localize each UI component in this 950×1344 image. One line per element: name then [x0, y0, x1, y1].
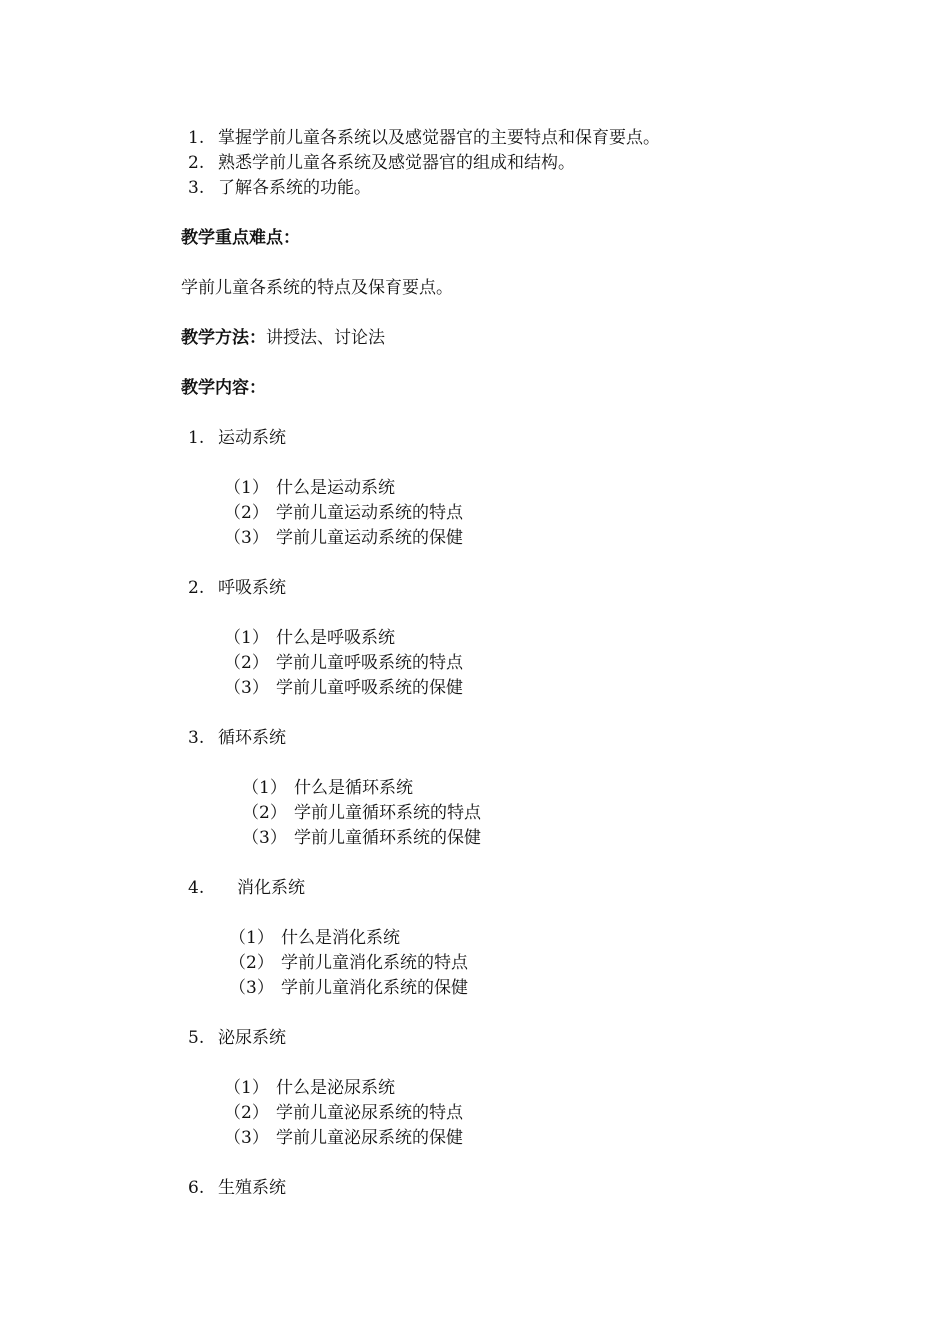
subsection-item [224, 626, 395, 650]
subsection-text: 学前儿童呼吸系统的保健 [276, 678, 463, 698]
section-title-text: 循环系统 [218, 728, 286, 748]
section-title [188, 1026, 286, 1050]
subsection-text: 学前儿童泌尿系统的保健 [276, 1128, 463, 1148]
subsection-number: （3） [242, 828, 287, 848]
goal-number: 3. [188, 178, 205, 198]
subsection-item [224, 1076, 395, 1100]
subsection-item [224, 526, 463, 550]
subsection-text: 学前儿童运动系统的特点 [276, 503, 463, 523]
subsection-item [224, 1126, 463, 1150]
subsection-text: 学前儿童呼吸系统的特点 [276, 653, 463, 673]
goal-text: 了解各系统的功能。 [218, 178, 371, 198]
subsection-item [242, 801, 481, 825]
subsection-text: 学前儿童泌尿系统的特点 [276, 1103, 463, 1123]
goal-item [188, 176, 371, 200]
subsection-text: 什么是消化系统 [281, 928, 400, 948]
subsection-text: 什么是运动系统 [276, 478, 395, 498]
subsection-number: （3） [224, 1128, 269, 1148]
subsection-item [242, 826, 481, 850]
subsection-item [224, 1101, 463, 1125]
subsection-item [224, 676, 463, 700]
subsection-number: （1） [224, 478, 269, 498]
subsection-number: （2） [224, 1103, 269, 1123]
subsection-text: 学前儿童消化系统的特点 [281, 953, 468, 973]
section-number: 5. [188, 1028, 205, 1048]
subsection-item [229, 951, 468, 975]
section-number: 6. [188, 1178, 205, 1198]
subsection-text: 学前儿童消化系统的保健 [281, 978, 468, 998]
subsection-text: 什么是泌尿系统 [276, 1078, 395, 1098]
subsection-number: （1） [229, 928, 274, 948]
subsection-item [229, 976, 468, 1000]
subsection-number: （3） [224, 528, 269, 548]
subsection-text: 学前儿童运动系统的保健 [276, 528, 463, 548]
section-title-text: 呼吸系统 [218, 578, 286, 598]
subsection-number: （3） [224, 678, 269, 698]
subsection-number: （2） [242, 803, 287, 823]
subsection-text: 学前儿童循环系统的保健 [294, 828, 481, 848]
content-heading: 教学内容： [181, 378, 266, 398]
section-title-text: 运动系统 [218, 428, 286, 448]
key-points-text: 学前儿童各系统的特点及保育要点。 [181, 278, 453, 298]
subsection-number: （2） [224, 503, 269, 523]
goal-number: 2. [188, 153, 205, 173]
goal-text: 熟悉学前儿童各系统及感觉器官的组成和结构。 [218, 153, 575, 173]
subsection-text: 学前儿童循环系统的特点 [294, 803, 481, 823]
subsection-text: 什么是循环系统 [294, 778, 413, 798]
subsection-text: 什么是呼吸系统 [276, 628, 395, 648]
teaching-method [181, 326, 385, 350]
section-title-text: 消化系统 [237, 878, 305, 898]
subsection-number: （1） [224, 628, 269, 648]
subsection-number: （1） [224, 1078, 269, 1098]
goal-item [188, 151, 575, 175]
subsection-item [224, 651, 463, 675]
section-number: 1. [188, 428, 205, 448]
section-title-text: 泌尿系统 [218, 1028, 286, 1048]
section-title [188, 1176, 286, 1200]
subsection-number: （1） [242, 778, 287, 798]
subsection-item [224, 501, 463, 525]
section-title-text: 生殖系统 [218, 1178, 286, 1198]
method-label: 教学方法： [181, 328, 266, 348]
subsection-number: （2） [224, 653, 269, 673]
section-title [188, 876, 305, 900]
section-title [188, 576, 286, 600]
goal-item [188, 126, 660, 150]
subsection-item [242, 776, 413, 800]
subsection-item [224, 476, 395, 500]
section-number: 4. [188, 878, 205, 898]
section-number: 3. [188, 728, 205, 748]
section-title [188, 426, 286, 450]
section-number: 2. [188, 578, 205, 598]
subsection-item [229, 926, 400, 950]
key-points-heading: 教学重点难点： [181, 228, 300, 248]
section-title [188, 726, 286, 750]
subsection-number: （2） [229, 953, 274, 973]
method-text: 讲授法、讨论法 [266, 328, 385, 348]
subsection-number: （3） [229, 978, 274, 998]
goal-text: 掌握学前儿童各系统以及感觉器官的主要特点和保育要点。 [218, 128, 660, 148]
goal-number: 1. [188, 128, 205, 148]
